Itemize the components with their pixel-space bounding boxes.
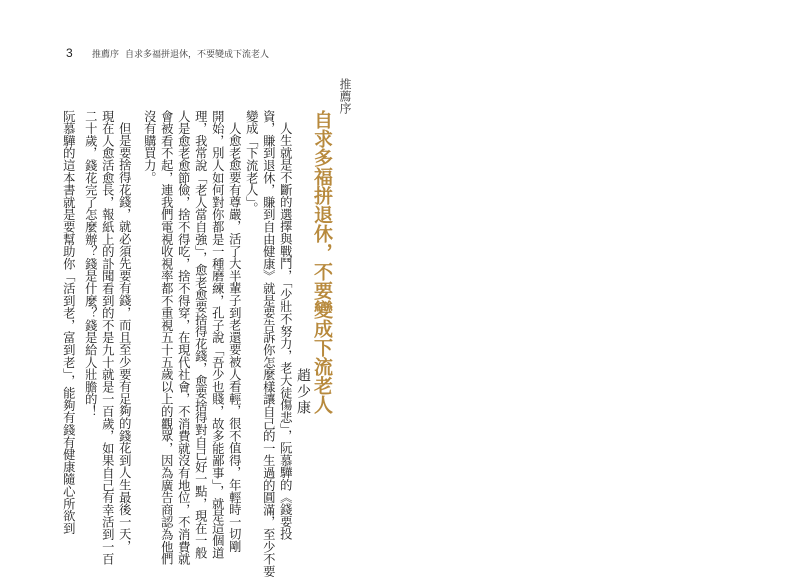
body-column: 人愈老愈要有尊嚴，活了大半輩子到老還要被人看輕，很不值得，年輕時一切剛 bbox=[227, 122, 242, 553]
body-column: 人是愈老愈節儉，捨不得吃，捨不得穿，在現代社會，不消費就沒有地位，不消費就 bbox=[176, 110, 191, 566]
body-column: 但是要捨得花錢，就必須先要有錢，而且至少要有足夠的錢花到人生最後一天， bbox=[117, 122, 132, 553]
body-column: 人生就是不斷的選擇與戰鬥，「少壯不努力，老大徒傷悲」，阮慕驊的《錢要投 bbox=[278, 122, 293, 541]
running-header-title: 自求多福拼退休，不要變成下流老人 bbox=[125, 50, 270, 60]
essay-title: 自求多福拼退休，不要變成下流老人 bbox=[311, 110, 333, 414]
page-number: 3 bbox=[66, 46, 73, 60]
body-column: 會被看不起，連我們電視收視率都不重視五十五歲以上的觀眾，因為廣告商認為他們 bbox=[159, 110, 174, 566]
body-column: 二十歲，錢花完了怎麼辦？錢是什麼？錢是給人壯膽的！ bbox=[83, 110, 98, 418]
running-header bbox=[92, 47, 275, 60]
body-column: 資，賺到退休，賺到自由健康》就是要告訴你怎麼樣讓自己的一生過的圓滿，至少不要 bbox=[261, 110, 276, 577]
body-column: 沒有購買力。 bbox=[142, 110, 157, 184]
body-column: 開始，別人如何對你都是一種磨練，孔子說「吾少也賤，故多能鄙事」，就是這個道 bbox=[210, 110, 225, 559]
body-column: 理，我常說「老人當自強」，愈老愈要捨得花錢，愈要捨得對自己好一點，現在一般 bbox=[193, 110, 208, 559]
essay-label: 推薦序 bbox=[338, 78, 352, 114]
body-column: 阮慕驊的這本書就是要幫助你「活到老，富到老」，能夠有錢有健康隨心所欲到 bbox=[61, 110, 76, 535]
body-column: 變成「下流老人」。 bbox=[244, 110, 259, 215]
essay-author: 趙少康 bbox=[295, 368, 311, 416]
body-column: 現在人愈活愈長，報紙上的訃聞看到的不是九十就是一百歲，如果自己有幸活到一百 bbox=[100, 110, 115, 566]
running-header-section: 推薦序 bbox=[92, 50, 120, 60]
